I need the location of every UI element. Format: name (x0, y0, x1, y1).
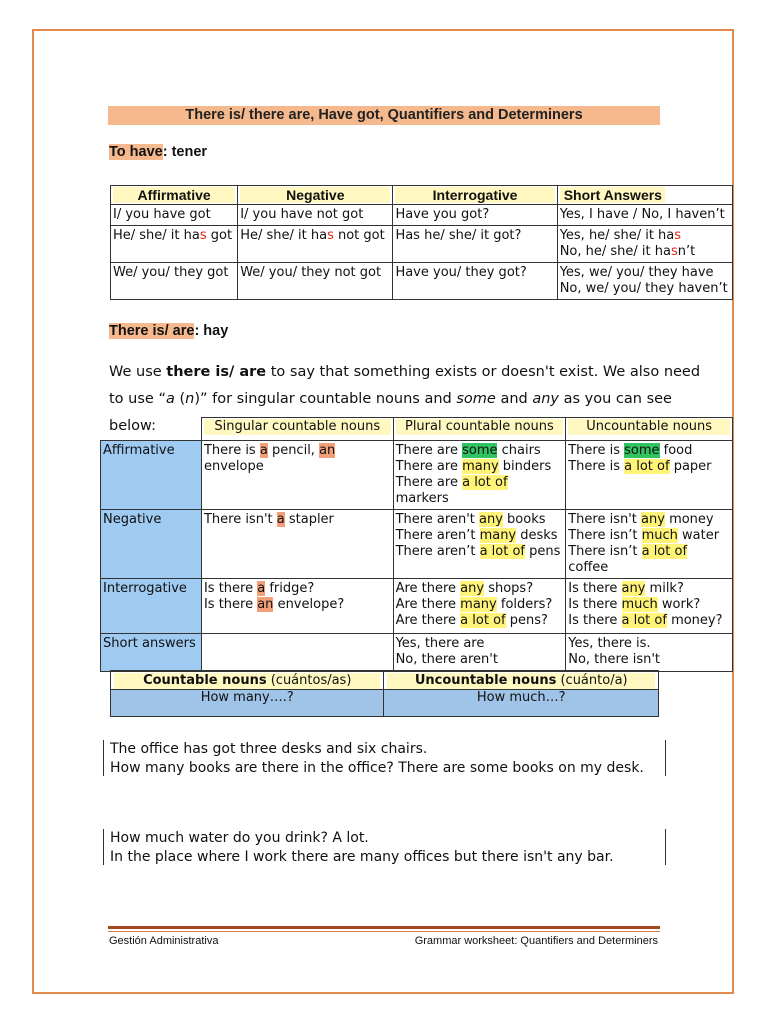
table-row (111, 205, 733, 226)
uncountable-header: Uncountable nouns (cuánto/a) (384, 671, 659, 690)
example-box-1 (103, 740, 666, 776)
table-cell: I/ you have not got (238, 205, 393, 226)
row-label-affirmative: Affirmative (101, 441, 202, 510)
table-cell: We/ you/ they got (111, 263, 238, 300)
how-many-much-table (110, 670, 659, 717)
corner-cell (101, 418, 202, 441)
table-cell: Yes, I have / No, I haven’t (557, 205, 732, 226)
quantifiers-table (100, 417, 733, 672)
to-have-heading (109, 144, 207, 160)
table-row (101, 634, 733, 672)
table-cell: Yes, he/ she/ it has No, he/ she/ it hasn’t (557, 226, 732, 263)
countable-header: Countable nouns (cuántos/as) (111, 671, 384, 690)
table-row (101, 579, 733, 634)
have-got-table (110, 185, 733, 300)
footer-left: Gestión Administrativa (109, 935, 219, 947)
there-is-meaning: : hay (194, 323, 229, 339)
footer-rule (108, 926, 660, 929)
header-short-answers: Short Answers (557, 186, 732, 205)
how-many-cell: How many….? (111, 690, 384, 717)
header-singular: Singular countable nouns (201, 418, 393, 441)
to-have-label: To have (109, 144, 163, 160)
example-line: In the place where I work there are many offices but there isn't any bar. (110, 849, 614, 865)
table-cell: There is some food There is a lot of paper (566, 441, 733, 510)
header-uncountable: Uncountable nouns (566, 418, 733, 441)
table-cell: Are there any shops? Are there many folders? Are there a lot of pens? (393, 579, 566, 634)
table-cell: Has he/ she/ it got? (393, 226, 557, 263)
explanation-paragraph: We use there is/ are to say that something exists or doesn't exist. We also need to use “a (n)” for singular countable nouns and some and any as you can see below: (109, 364, 701, 434)
table-row (111, 226, 733, 263)
footer-rule-thin (108, 931, 660, 932)
table-cell: There are some chairs There are many binders There are a lot of markers (393, 441, 566, 510)
table-cell: He/ she/ it has got (111, 226, 238, 263)
table-cell: Have you got? (393, 205, 557, 226)
row-label-short-answers: Short answers (101, 634, 202, 672)
table-cell: There isn't any money There isn’t much water There isn’t a lot of coffee (566, 510, 733, 579)
table-cell: Have you/ they got? (393, 263, 557, 300)
header-negative: Negative (238, 186, 393, 205)
table-cell: There is a pencil, an envelope (201, 441, 393, 510)
table-cell: There aren't any books There aren’t many desks There aren’t a lot of pens (393, 510, 566, 579)
row-label-interrogative: Interrogative (101, 579, 202, 634)
example-line: The office has got three desks and six chairs. (110, 741, 428, 757)
to-have-meaning: : tener (162, 144, 208, 160)
page-title: There is/ there are, Have got, Quantifiers and Determiners (108, 106, 660, 125)
header-plural: Plural countable nouns (393, 418, 566, 441)
table-cell (201, 634, 393, 672)
table-cell: He/ she/ it has not got (238, 226, 393, 263)
table-cell: I/ you have got (111, 205, 238, 226)
table-row (111, 263, 733, 300)
table-row (101, 441, 733, 510)
table-cell: Is there a fridge? Is there an envelope? (201, 579, 393, 634)
table-cell: We/ you/ they not got (238, 263, 393, 300)
table-cell: Yes, there are No, there aren't (393, 634, 566, 672)
table-row (101, 510, 733, 579)
example-box-2 (103, 829, 666, 865)
table-cell: Yes, there is. No, there isn't (566, 634, 733, 672)
table-cell: Is there any milk? Is there much work? Is there a lot of money? (566, 579, 733, 634)
footer-right: Grammar worksheet: Quantifiers and Determiners (414, 935, 658, 947)
example-line: How much water do you drink? A lot. (110, 830, 369, 846)
table-cell: There isn't a stapler (201, 510, 393, 579)
there-is-heading (109, 323, 228, 339)
header-affirmative: Affirmative (111, 186, 238, 205)
row-label-negative: Negative (101, 510, 202, 579)
how-much-cell: How much…? (384, 690, 659, 717)
example-line: How many books are there in the office? There are some books on my desk. (110, 760, 644, 776)
there-is-label: There is/ are (109, 323, 195, 339)
table-cell: Yes, we/ you/ they have No, we/ you/ they haven’t (557, 263, 732, 300)
header-interrogative: Interrogative (393, 186, 557, 205)
